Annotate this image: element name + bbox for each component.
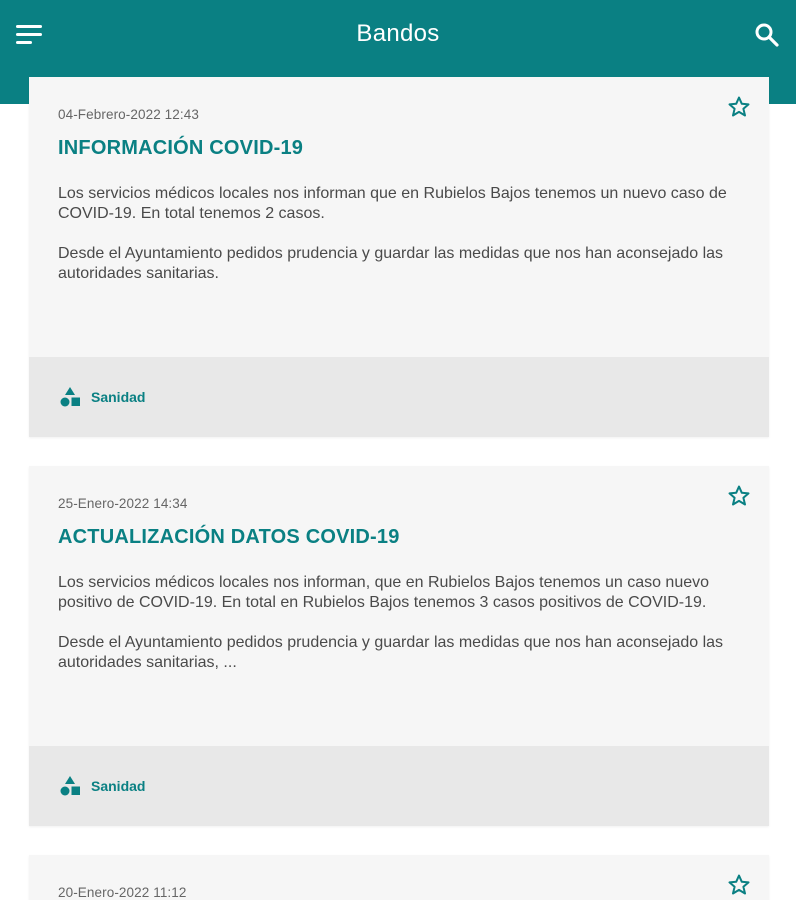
bando-card[interactable]: [29, 466, 769, 826]
bando-excerpt: [58, 184, 740, 284]
star-icon: [727, 95, 751, 119]
search-button[interactable]: [752, 20, 782, 50]
favorite-button[interactable]: [727, 873, 751, 897]
bando-card[interactable]: [29, 855, 769, 900]
bando-category-label: Sanidad: [91, 778, 146, 794]
bando-paragraph: Los servicios médicos locales nos informan que en Rubielos Bajos tenemos un nuevo caso de COVID-19. En total tenemos 2 casos.: [58, 185, 727, 222]
shapes-category-icon: [59, 775, 81, 797]
bando-date: 25-Enero-2022 14:34: [58, 496, 188, 511]
favorite-button[interactable]: [727, 484, 751, 508]
bando-card-body[interactable]: [29, 77, 769, 357]
bando-category-label: Sanidad: [91, 389, 146, 405]
star-icon: [727, 484, 751, 508]
bando-paragraph: Desde el Ayuntamiento pedidos prudencia y guardar las medidas que nos han aconsejado las autoridades sanitarias.: [58, 245, 724, 282]
bandos-list: [29, 77, 769, 900]
bando-date: 20-Enero-2022 11:12: [58, 885, 187, 900]
bando-category-bar[interactable]: [29, 357, 769, 437]
favorite-button[interactable]: [727, 95, 751, 119]
bando-paragraph: Los servicios médicos locales nos informan, que en Rubielos Bajos tenemos un caso nuevo positivo de COVID-19. En total en Rubielos Bajos tenemos 3 casos positivos de COVID-19.: [58, 574, 710, 611]
shapes-category-icon: [59, 386, 81, 408]
star-icon: [727, 873, 751, 897]
bando-card-body[interactable]: [29, 466, 769, 746]
bando-card[interactable]: [29, 77, 769, 437]
bando-paragraph: Desde el Ayuntamiento pedidos prudencia y guardar las medidas que nos han aconsejado las autoridades sanitarias, ...: [58, 634, 724, 671]
page-title: Bandos: [356, 20, 440, 47]
bando-card-body[interactable]: [29, 855, 769, 900]
search-icon: [752, 20, 782, 50]
bando-title: ACTUALIZACIÓN DATOS COVID-19: [58, 526, 400, 548]
bando-category-bar[interactable]: [29, 746, 769, 826]
bando-title: INFORMACIÓN COVID-19: [58, 137, 304, 159]
bando-excerpt: [58, 573, 740, 673]
bando-date: 04-Febrero-2022 12:43: [58, 107, 199, 122]
